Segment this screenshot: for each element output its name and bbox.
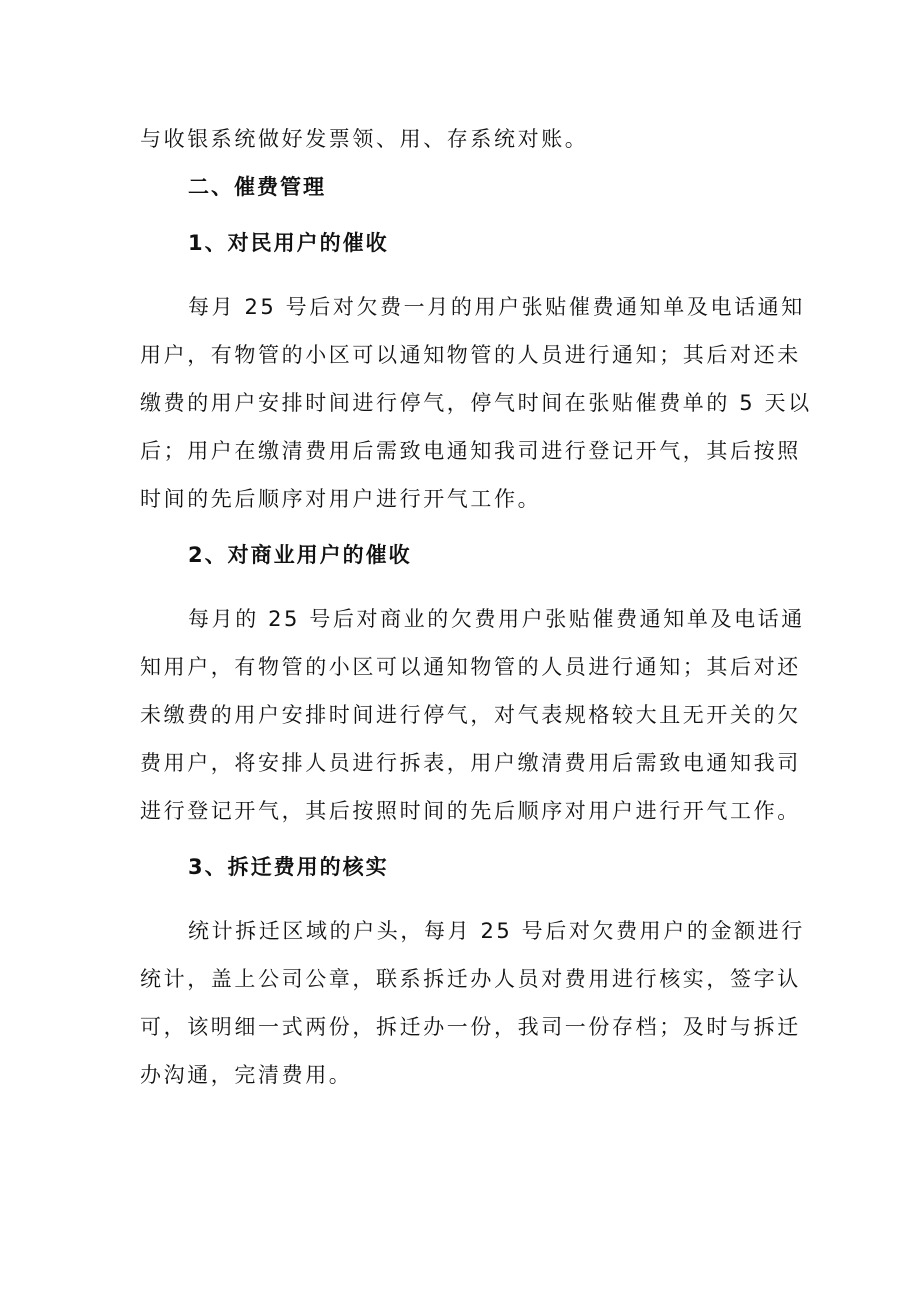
paragraph-line: 费用户，将安排人员进行拆表，用户缴清费用后需致电通知我司 [140, 751, 801, 775]
paragraph-line: 用户，有物管的小区可以通知物管的人员进行通知；其后对还未 [140, 343, 801, 367]
paragraph-line: 统计拆迁区域的户头，每月 25 号后对欠费用户的金额进行 [188, 919, 805, 943]
subsection-heading-3: 3、拆迁费用的核实 [188, 855, 389, 879]
subsection-heading-2: 2、对商业用户的催收 [188, 543, 412, 567]
paragraph-line: 办沟通，完清费用。 [140, 1063, 353, 1087]
paragraph-line: 可，该明细一式两份，拆迁办一份，我司一份存档；及时与拆迁 [140, 1015, 801, 1039]
paragraph-line: 知用户，有物管的小区可以通知物管的人员进行通知；其后对还 [140, 655, 801, 679]
subsection-heading-1: 1、对民用户的催收 [188, 231, 389, 255]
paragraph-line: 缴费的用户安排时间进行停气，停气时间在张贴催费单的 5 天以 [140, 391, 812, 415]
intro-line: 与收银系统做好发票领、用、存系统对账。 [140, 127, 589, 151]
section-title: 二、催费管理 [188, 175, 326, 199]
paragraph-line: 每月的 25 号后对商业的欠费用户张贴催费通知单及电话通 [188, 607, 805, 631]
paragraph-line: 未缴费的用户安排时间进行停气，对气表规格较大且无开关的欠 [140, 703, 801, 727]
paragraph-line: 统计，盖上公司公章，联系拆迁办人员对费用进行核实，签字认 [140, 967, 801, 991]
paragraph-line: 后；用户在缴清费用后需致电通知我司进行登记开气，其后按照 [140, 439, 801, 463]
paragraph-line: 每月 25 号后对欠费一月的用户张贴催费通知单及电话通知 [188, 295, 805, 319]
paragraph-line: 时间的先后顺序对用户进行开气工作。 [140, 487, 542, 511]
paragraph-line: 进行登记开气，其后按照时间的先后顺序对用户进行开气工作。 [140, 799, 801, 823]
